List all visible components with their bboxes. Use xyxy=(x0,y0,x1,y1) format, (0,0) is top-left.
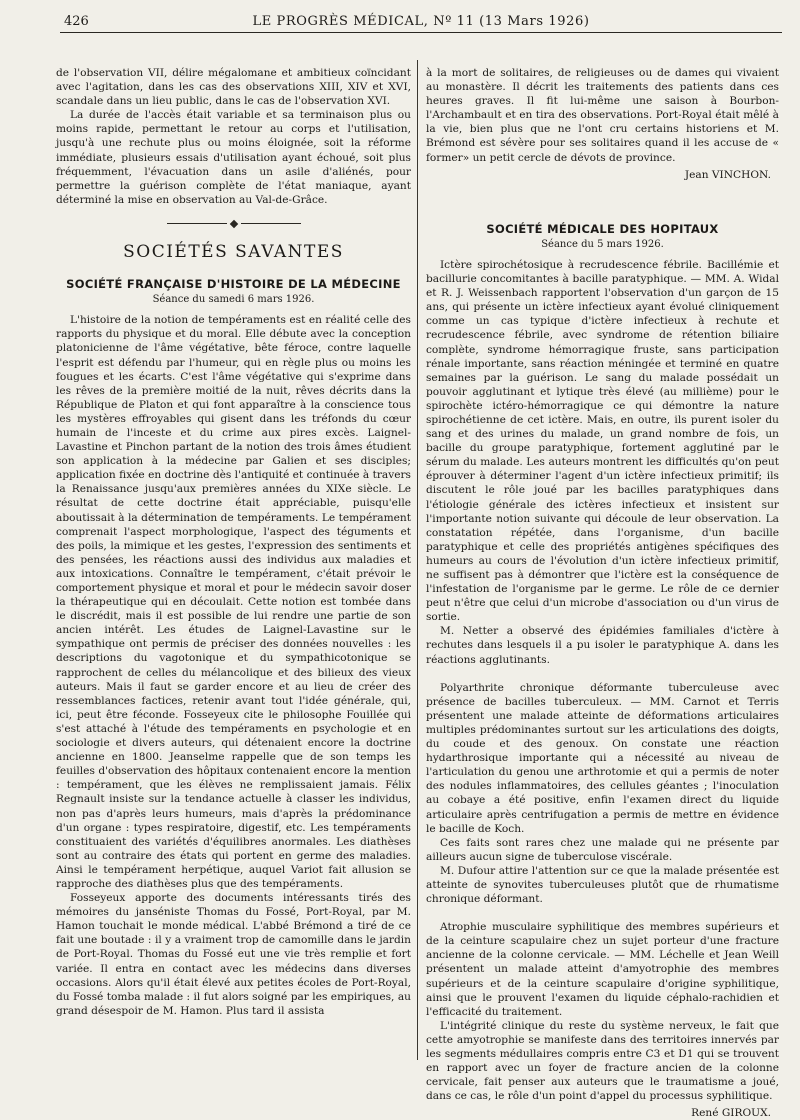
signature: Jean VINCHON. xyxy=(684,168,771,181)
body-paragraph: L'histoire de la notion de tempéraments est en réalité celle des rapports du physique et du moral. Elle débute avec la conception platonicienne de l'âme végétative, bête féroce, contre laquelle l'esprit est défendu par l'humeur, qui en règle plus ou moins les fougues et les écarts. C'est l'âme végétative qui s'exprime dans les rêves de la première moitié de la nuit, rêves décrits dans la République de Platon et qui font apparaître à la conscience tous les mystères effroyables qui gisent dans les tréfonds du cœur humain de l'inceste et du crime aux pires excès. Laignel-Lavastine et Pinchon partant de la notion des trois âmes étudient son application à la médecine par Galien et ses disciples; application fixée en doctrine dès l'antiquité et continuée à travers la Renaissance jusqu'aux premières années du XIXe siècle. Le résultat de cette doctrine était appréciable, puisqu'elle aboutissait à la détermination de tempéraments. Le tempérament comprenait l'aspect morphologique, l'aspect des téguments et des poils, la mimique et les gestes, l'expression des sentiments et des pensées, les réactions aussi des individus aux maladies et aux intoxications. Connaître le tempérament, c'était prévoir le comportement physique et moral et pour le médecin savoir doser la thérapeutique qui en découlait. Cette notion est tombée dans le discrédit, mais il est possible de lui rendre une partie de son ancien intérêt. Les études de Laignel-Lavastine sur le sympathique ont permis de préciser des données nouvelles : les descriptions du vagotonique et du sympathicotonique se rapprochent de celles du mélancolique et des bilieux des vieux auteurs. Mais il faut se garder encore et au lieu de créer des ressemblances factices, retenir avant tout l'idée générale, qui, ici, peut être féconde. Fosseyeux cite le philosophe Fouillée qui s'est attaché à l'étude des tempéraments en psychologie et en sociologie et divers auteurs, qui détenaient encore la doctrine ancienne en 1800. Jeanselme rappelle que de son temps les feuilles d'observation des hôpitaux contenaient encore la mention : tempérament, que les élèves ne remplissaient jamais. Félix Regnault insiste sur la tendance actuelle à classer les individus, non pas d'après leurs humeurs, mais d'après la prédominance d'un organe : types respiratoire, digestif, etc. Les tempéraments constituaient des variétés d'équilibres anormales. Les diathèses sont au contraire des états qui portent en germe des maladies. Ainsi le tempérament herpétique, auquel Variot fait allusion se rapproche des diathèses plus que des tempéraments. xyxy=(56,314,411,890)
journal-title: LE PROGRÈS MÉDICAL, Nº 11 (13 Mars 1926) xyxy=(252,14,590,29)
body-paragraph: M. Dufour attire l'attention sur ce que la malade présentée est atteinte de synovites tuberculeuses plutôt que de rhumatisme chronique déformant. xyxy=(426,864,779,906)
session-date: Séance du 5 mars 1926. xyxy=(541,238,664,250)
body-paragraph: L'intégrité clinique du reste du système nerveux, le fait que cette amyotrophie se manifeste dans des territoires innervés par les segments médullaires compris entre C3 et D1 qui se trouvent en rapport avec un foyer de fracture ancien de la colonne cervicale, fait penser aux auteurs que le traumatisme a joué, dans ce cas, le rôle d'un point d'appel du processus syphilitique. xyxy=(426,1019,779,1103)
page-number: 426 xyxy=(64,14,89,29)
section-banner: SOCIÉTÉS SAVANTES xyxy=(123,241,344,262)
intro-paragraph: de l'observation VII, délire mégalomane et ambitieux coïncidant avec l'agitation, dans les cas des observations XIII, XIV et XVI, scandale dans un lieu public, dans le cas de l'observation XVI. xyxy=(56,67,411,108)
signature: René GIROUX. xyxy=(691,1107,771,1120)
intro-paragraph: La durée de l'accès était variable et sa terminaison plus ou moins rapide, permettant le retour au corps et l'utilisation, jusqu'à une rechute plus ou moins éloignée, soit la réforme immédiate, plusieurs essais d'utilisation ayant échoué, soit plus fréquemment, l'évacuation dans un asile d'aliénés, pour permettre la guérison complète de l'état maniaque, ayant déterminé la mise en observation au Val-de-Grâce. xyxy=(56,109,411,206)
body-paragraph: M. Netter a observé des épidémies familiales d'ictère à rechutes dans lesquels il a pu isoler le paratyphique A. dans les réactions agglutinants. xyxy=(426,625,779,666)
ornament-divider xyxy=(56,221,411,227)
body-paragraph: Ictère spirochétosique à recrudescence fébrile. Bacillémie et bacillurie concomitantes à bacille paratyphique. — MM. A. Widal et R. J. Weissenbach rapportent l'observation d'un garçon de 15 ans, qui présente un ictère infectieux ayant évolué cliniquement comme un cas typique d'ictère infectieux à rechute et recrudescence fébrile, avec syndrome de rétention biliaire complète, syndrome hémorragique fruste, sans participation rénale importante, sans réaction méningée et terminé en quatre semaines par la guérison. Le sang du malade possédait un pouvoir agglutinant et lytique très élevé (au millième) pour le spirochète ictéro-hémorragique ce qui démontre la nature spirochétienne de cet ictère. Mais, en outre, ils purent isoler du sang et des urines du malade, un grand nombre de fois, un bacille du groupe paratyphique, fortement agglutiné par le sérum du malade. Les auteurs montrent les difficultés qu'on peut éprouver à déterminer l'agent d'un ictère infectieux primitif; ils discutent le rôle joué par les bacilles paratyphiques dans l'étiologie générale des ictères infectieux et insistent sur l'importante notion suivante qui découle de leur observation. La constatation répétée, dans l'organisme, d'un bacille paratyphique et celle des propriétés antigènes spécifiques des humeurs au cours de l'évolution d'un ictère infectieux primitif, ne suffisent pas à démontrer que l'ictère est la conséquence de l'infestation de l'organisme par le germe. Le rôle de ce dernier peut n'être que celui d'un microbe d'association ou d'un virus de sortie. xyxy=(426,258,779,624)
body-paragraph: Fosseyeux apporte des documents intéressants tirés des mémoires du janséniste Thomas du Fossé, Port-Royal, par M. Hamon touchait le monde médical. L'abbé Brémond a tiré de ce fait une boutade : il y a vraiment trop de camomille dans le jardin de Port-Royal. Thomas du Fossé eut une vie très remplie et fort variée. Il entra en contact avec les médecins dans diverses occasions. Alors qu'il était élevé aux petites écoles de Port-Royal, du Fossé tomba malade : il fut alors soigné par les empiriques, au grand désespoir de M. Hamon. Plus tard il assista xyxy=(56,892,411,1017)
society-title: SOCIÉTÉ FRANÇAISE D'HISTOIRE DE LA MÉDECINE xyxy=(66,277,401,292)
page-header xyxy=(60,10,782,33)
column-divider xyxy=(417,60,418,1060)
body-paragraph: Atrophie musculaire syphilitique des membres supérieurs et de la ceinture scapulaire chez un sujet porteur d'une fracture ancienne de la colonne cervicale. — MM. Léchelle et Jean Weill présentent un malade atteint d'amyotrophie des membres supérieurs et de la ceinture scapulaire d'origine syphilitique, ainsi que le prouvent l'examen du liquide céphalo-rachidien et l'efficacité du traitement. xyxy=(426,921,779,1018)
society-title: SOCIÉTÉ MÉDICALE DES HOPITAUX xyxy=(486,221,719,236)
session-date: Séance du samedi 6 mars 1926. xyxy=(152,294,315,306)
right-column xyxy=(426,66,779,1120)
body-paragraph: Ces faits sont rares chez une malade qui ne présente par ailleurs aucun signe de tuberculose viscérale. xyxy=(426,836,779,863)
body-paragraph: Polyarthrite chronique déformante tuberculeuse avec présence de bacilles tuberculeux. — MM. Carnot et Terris présentent une malade atteinte de déformations articulaires multiples prédominantes surtout sur les articulations des doigts, du coude et des genoux. On constate une réaction hydarthrosique importante qui a nécessité au niveau de l'articulation du genou une arthrotomie et qui a permis de noter des nodules inflammatoires, des cellules géantes ; l'inoculation au cobaye a été positive, enfin l'examen direct du liquide articulaire après centrifugation a permis de mettre en évidence le bacille de Koch. xyxy=(426,681,779,835)
body-paragraph: à la mort de solitaires, de religieuses ou de dames qui vivaient au monastère. Il décrit les traitements des patients dans ces heures graves. Il fit lui-même une saison à Bourbon-l'Archambault et en tira des observations. Port-Royal était mêlé à la vie, bien plus que ne l'ont cru certains historiens et M. Brémond est sévère pour ses solitaires quand il les accuse de « former» un petit cercle de dévots de province. xyxy=(426,67,779,164)
left-column xyxy=(56,66,411,1018)
